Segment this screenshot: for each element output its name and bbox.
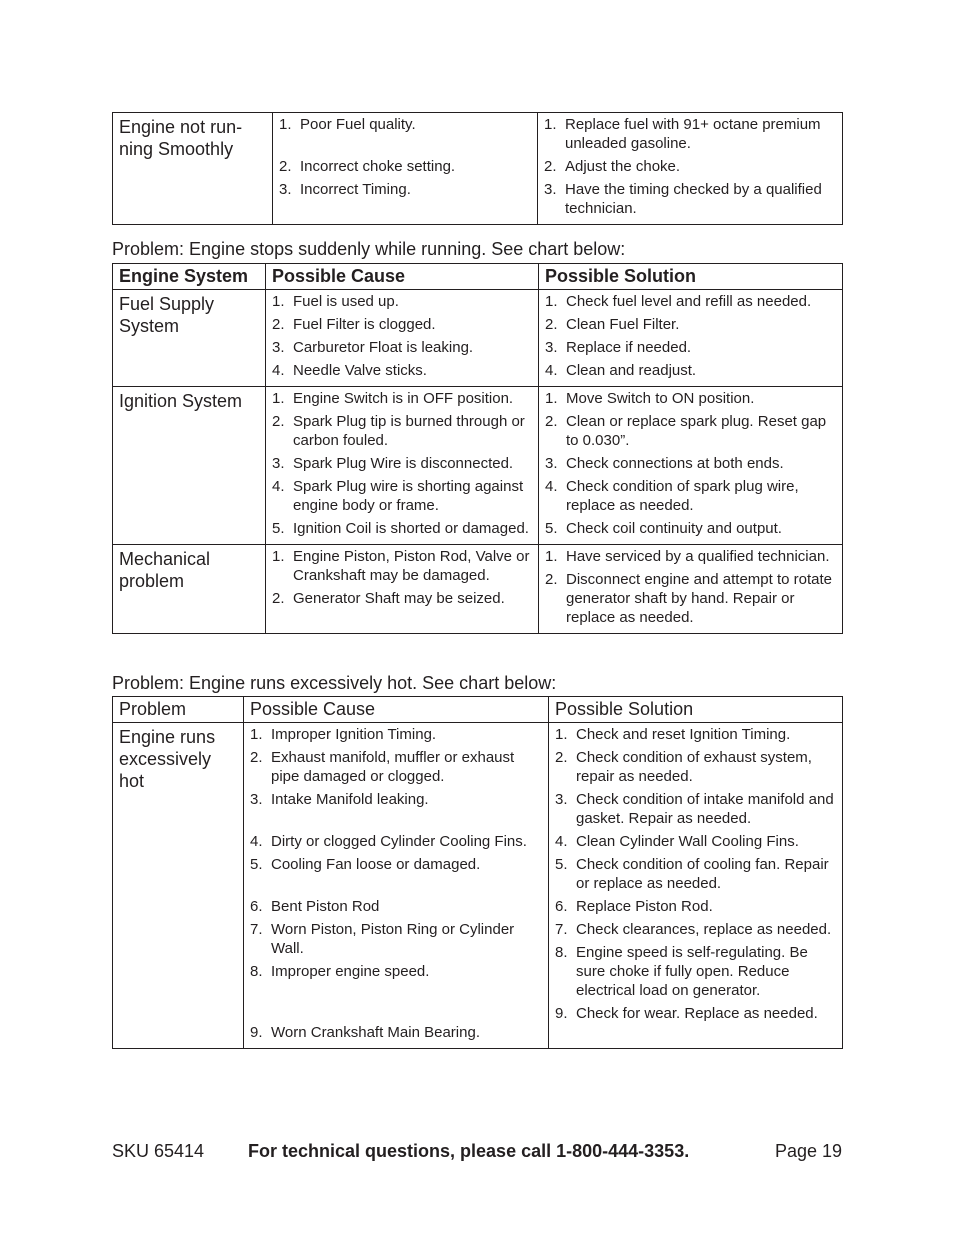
- item-text: Fuel is used up.: [293, 293, 399, 310]
- header-engine-system: Engine System: [113, 264, 266, 290]
- cause-item: [279, 157, 533, 176]
- item-text: Exhaust manifold, muffler or exhaust pipe damaged or clogged.: [271, 749, 515, 785]
- causes-cell: [266, 290, 539, 387]
- item-text: Fuel Filter is clogged.: [293, 316, 436, 333]
- solution-item: [555, 920, 838, 939]
- problem-category: Fuel Supply System: [113, 290, 266, 387]
- solution-list: [539, 545, 842, 633]
- item-text: Check coil continuity and output.: [566, 520, 782, 537]
- item-text: Carburetor Float is leaking.: [293, 339, 474, 356]
- solution-item: [555, 832, 838, 851]
- technical-contact: For technical questions, please call 1-800-444-3353.: [248, 1141, 690, 1161]
- item-text: Check condition of spark plug wire, replace as needed.: [566, 478, 799, 514]
- item-text: Spark Plug wire is shorting against engine body or frame.: [293, 478, 524, 514]
- item-text: Incorrect choke setting.: [300, 158, 456, 175]
- item-number: 4.: [555, 833, 568, 850]
- causes-cell: [244, 723, 549, 1049]
- item-number: 1.: [250, 726, 263, 743]
- item-number: 4.: [250, 833, 263, 850]
- item-number: 2.: [545, 413, 558, 430]
- item-text: Move Switch to ON position.: [566, 390, 755, 407]
- item-number: 2.: [272, 413, 285, 430]
- header-possible-solution: Possible Solution: [549, 697, 843, 723]
- item-number: 8.: [555, 944, 568, 961]
- item-text: Replace if needed.: [566, 339, 692, 356]
- item-number: 3.: [272, 339, 285, 356]
- cause-item: [250, 832, 544, 851]
- cause-item: [250, 920, 544, 958]
- item-text: Check condition of exhaust system, repair as needed.: [576, 749, 812, 785]
- solution-list: [538, 113, 842, 224]
- troubleshooting-table-hot: [112, 696, 843, 1049]
- item-number: 3.: [272, 455, 285, 472]
- item-text: Clean and readjust.: [566, 362, 697, 379]
- cause-item: [272, 454, 534, 473]
- item-number: 3.: [545, 339, 558, 356]
- header-possible-cause: Possible Cause: [244, 697, 549, 723]
- solutions-cell: [539, 290, 843, 387]
- table-header-row: [113, 264, 843, 290]
- solution-list: [539, 387, 842, 544]
- item-text: Bent Piston Rod: [271, 898, 380, 915]
- table-row: [113, 387, 843, 545]
- item-text: Check condition of cooling fan. Repair or replace as needed.: [576, 856, 829, 892]
- solution-item: [555, 725, 838, 744]
- solution-item: [545, 547, 838, 566]
- item-text: Have the timing checked by a qualified technician.: [565, 181, 822, 217]
- problem-heading-hot: Problem: Engine runs excessively hot. See chart below:: [112, 673, 557, 693]
- item-text: Worn Piston, Piston Ring or Cylinder Wall.: [271, 921, 515, 957]
- cause-item: [250, 855, 544, 874]
- problem-category: Mechanical problem: [113, 545, 266, 634]
- item-number: 1.: [545, 548, 558, 565]
- item-number: 5.: [555, 856, 568, 873]
- table-header-row: [113, 697, 843, 723]
- item-text: Check clearances, replace as needed.: [576, 921, 832, 938]
- problem-category: Engine not run- ning Smoothly: [113, 113, 273, 225]
- solution-item: [545, 315, 838, 334]
- cause-list: [266, 387, 538, 544]
- solution-item: [545, 454, 838, 473]
- item-text: Have serviced by a qualified technician.: [566, 548, 830, 565]
- solutions-cell: [549, 723, 843, 1049]
- table-body: [113, 723, 843, 1049]
- solution-list: [549, 723, 842, 1029]
- table-body: [113, 290, 843, 634]
- item-text: Worn Crankshaft Main Bearing.: [271, 1024, 480, 1041]
- page-number: Page 19: [774, 1141, 842, 1161]
- item-number: 4.: [545, 478, 558, 495]
- solution-item: [544, 180, 838, 218]
- table-row: [113, 723, 843, 1049]
- item-text: Clean or replace spark plug. Reset gap to 0.030”.: [566, 413, 827, 449]
- troubleshooting-table-running: [112, 112, 843, 225]
- item-number: 2.: [545, 316, 558, 333]
- item-number: 4.: [272, 362, 285, 379]
- item-text: Check for wear. Replace as needed.: [576, 1005, 818, 1022]
- solution-item: [544, 115, 838, 153]
- item-text: Needle Valve sticks.: [293, 362, 427, 379]
- causes-cell: [266, 545, 539, 634]
- solution-item: [555, 897, 838, 916]
- item-text: Clean Fuel Filter.: [566, 316, 680, 333]
- item-number: 1.: [555, 726, 568, 743]
- solution-item: [545, 519, 838, 538]
- item-text: Cooling Fan loose or damaged.: [271, 856, 481, 873]
- item-number: 1.: [544, 116, 557, 133]
- solution-item: [545, 292, 838, 311]
- item-number: 7.: [555, 921, 568, 938]
- solution-item: [555, 790, 838, 828]
- solution-item: [545, 412, 838, 450]
- item-text: Replace Piston Rod.: [576, 898, 713, 915]
- solution-item: [545, 477, 838, 515]
- item-text: Improper Ignition Timing.: [271, 726, 437, 743]
- item-number: 2.: [272, 590, 285, 607]
- item-text: Adjust the choke.: [565, 158, 681, 175]
- cause-item: [272, 519, 534, 538]
- item-text: Improper engine speed.: [271, 963, 430, 980]
- cause-item: [279, 180, 533, 199]
- problem-heading-stops: Problem: Engine stops suddenly while running. See chart below:: [112, 239, 626, 259]
- item-number: 2.: [555, 749, 568, 766]
- item-number: 1.: [272, 293, 285, 310]
- item-number: 2.: [272, 316, 285, 333]
- solution-item: [544, 157, 838, 176]
- item-text: Spark Plug tip is burned through or carbon fouled.: [293, 413, 525, 449]
- item-number: 9.: [555, 1005, 568, 1022]
- solution-item: [555, 943, 838, 1000]
- item-text: Disconnect engine and attempt to rotate generator shaft by hand. Repair or replace as needed.: [566, 571, 833, 626]
- solutions-cell: [539, 387, 843, 545]
- causes-cell: [273, 113, 538, 225]
- solution-item: [555, 855, 838, 893]
- problem-category: Engine runs excessively hot: [113, 723, 244, 1049]
- cause-item: [272, 292, 534, 311]
- item-text: Poor Fuel quality.: [300, 116, 416, 133]
- item-text: Clean Cylinder Wall Cooling Fins.: [576, 833, 799, 850]
- item-text: Check and reset Ignition Timing.: [576, 726, 791, 743]
- item-text: Check connections at both ends.: [566, 455, 784, 472]
- cause-item: [272, 389, 534, 408]
- item-number: 2.: [250, 749, 263, 766]
- item-number: 2.: [279, 158, 292, 175]
- cause-item: [250, 1023, 544, 1042]
- problem-category: Ignition System: [113, 387, 266, 545]
- cause-item: [250, 725, 544, 744]
- cause-item: [272, 589, 534, 608]
- item-number: 6.: [250, 898, 263, 915]
- header-problem: Problem: [113, 697, 244, 723]
- item-text: Incorrect Timing.: [300, 181, 411, 198]
- cause-item: [272, 412, 534, 450]
- cause-list: [273, 113, 537, 205]
- item-text: Replace fuel with 91+ octane premium unleaded gasoline.: [565, 116, 821, 152]
- solution-item: [555, 1004, 838, 1023]
- item-number: 3.: [250, 791, 263, 808]
- item-number: 5.: [545, 520, 558, 537]
- item-number: 6.: [555, 898, 568, 915]
- item-number: 1.: [272, 548, 285, 565]
- item-text: Check fuel level and refill as needed.: [566, 293, 812, 310]
- troubleshooting-table-stops: [112, 263, 843, 634]
- item-number: 3.: [544, 181, 557, 198]
- item-text: Engine speed is self-regulating. Be sure choke if fully open. Reduce electrical load on generator.: [576, 944, 808, 999]
- header-possible-cause: Possible Cause: [266, 264, 539, 290]
- solution-item: [545, 338, 838, 357]
- cause-list: [244, 723, 548, 1048]
- header-possible-solution: Possible Solution: [539, 264, 843, 290]
- table-row: [113, 290, 843, 387]
- item-number: 4.: [545, 362, 558, 379]
- table-row: [113, 545, 843, 634]
- item-number: 3.: [279, 181, 292, 198]
- cause-item: [250, 897, 544, 916]
- solution-list: [539, 290, 842, 386]
- item-number: 3.: [555, 791, 568, 808]
- item-number: 4.: [272, 478, 285, 495]
- solution-item: [545, 570, 838, 627]
- cause-item: [272, 338, 534, 357]
- item-text: Spark Plug Wire is disconnected.: [293, 455, 514, 472]
- item-text: Ignition Coil is shorted or damaged.: [293, 520, 529, 537]
- item-number: 5.: [250, 856, 263, 873]
- cause-item: [272, 315, 534, 334]
- cause-item: [250, 748, 544, 786]
- item-number: 2.: [545, 571, 558, 588]
- item-number: 5.: [272, 520, 285, 537]
- solution-item: [555, 748, 838, 786]
- solution-item: [545, 389, 838, 408]
- solution-item: [545, 361, 838, 380]
- item-text: Dirty or clogged Cylinder Cooling Fins.: [271, 833, 527, 850]
- item-number: 3.: [545, 455, 558, 472]
- item-text: Engine Switch is in OFF position.: [293, 390, 514, 407]
- cause-item: [250, 790, 544, 809]
- causes-cell: [266, 387, 539, 545]
- cause-item: [250, 962, 544, 981]
- cause-item: [279, 115, 533, 134]
- cause-item: [272, 477, 534, 515]
- cause-list: [266, 290, 538, 386]
- item-number: 1.: [545, 293, 558, 310]
- table-body: [113, 113, 843, 225]
- item-number: 8.: [250, 963, 263, 980]
- item-number: 1.: [545, 390, 558, 407]
- sku-label: SKU 65414: [112, 1141, 205, 1161]
- item-number: 1.: [272, 390, 285, 407]
- item-number: 7.: [250, 921, 263, 938]
- cause-item: [272, 361, 534, 380]
- item-number: 2.: [544, 158, 557, 175]
- item-text: Check condition of intake manifold and gasket. Repair as needed.: [576, 791, 834, 827]
- item-number: 1.: [279, 116, 292, 133]
- table-row: [113, 113, 843, 225]
- item-text: Intake Manifold leaking.: [271, 791, 429, 808]
- item-text: Engine Piston, Piston Rod, Valve or Crankshaft may be damaged.: [293, 548, 530, 584]
- cause-list: [266, 545, 538, 614]
- item-text: Generator Shaft may be seized.: [293, 590, 505, 607]
- cause-item: [272, 547, 534, 585]
- solutions-cell: [538, 113, 843, 225]
- solutions-cell: [539, 545, 843, 634]
- item-number: 9.: [250, 1024, 263, 1041]
